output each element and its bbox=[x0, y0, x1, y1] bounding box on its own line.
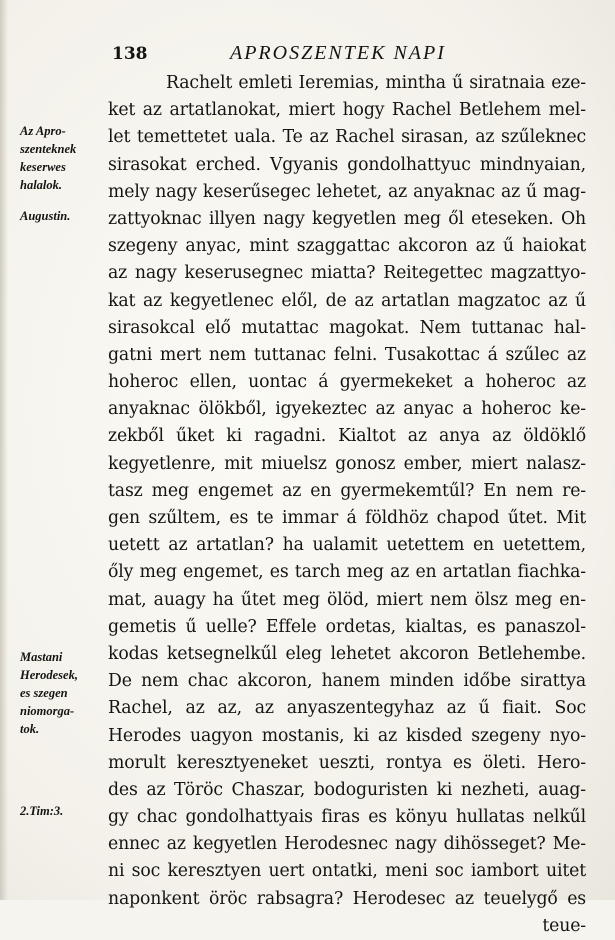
text-line: sirasokat erched. Vgyanis gondolhattyuc mindnyaian, bbox=[108, 154, 586, 175]
text-line: gemetis ű uelle? Effele ordetas, kialtas, es panaszol- bbox=[108, 616, 586, 637]
margin-note-line: Az Apro- bbox=[20, 124, 66, 138]
running-head bbox=[112, 38, 582, 68]
margin-note-mastani-herodesek bbox=[20, 648, 110, 738]
text-line: őly meg engemet, es tarch meg az en artatlan fiachka- bbox=[108, 562, 586, 583]
text-line: kodas ketsegnelkűl eleg lehetet akcoron Betlehembe. bbox=[108, 643, 586, 664]
text-line: mely nagy keserűsegec lehetet, az anyaknac az ű mag- bbox=[108, 181, 586, 202]
text-line: ni soc keresztyen uert ontatki, meni soc iambort uitet bbox=[108, 861, 586, 882]
margin-note-line: Mastani bbox=[20, 650, 63, 664]
text-line: gy chac gondolhattyais firas es könyu hullatas nelkűl bbox=[108, 807, 586, 828]
text-line: let temettetet uala. Te az Rachel sirasan, az szűleknec bbox=[108, 127, 586, 148]
text-line: mat, auagy ha űtet meg ölöd, miert nem ölsz meg en- bbox=[108, 589, 586, 610]
margin-note-line: Augustin. bbox=[20, 209, 71, 223]
text-line: zekből űket ki ragadni. Kialtot az anya az öldöklő bbox=[108, 426, 586, 447]
text-line: tasz meg engemet az en gyermekemtűl? En nem re- bbox=[108, 480, 586, 501]
text-line: ennec az kegyetlen Herodesnec nagy dihösseget? Me- bbox=[108, 834, 586, 855]
text-line: Rachelt emleti Ieremias, mintha ű siratnaia eze- bbox=[166, 73, 586, 93]
text-line: naponkent öröc rabsagra? Herodesec az teuelygő es bbox=[108, 888, 586, 909]
text-line: morult keresztyeneket ueszti, rontya es öleti. Hero- bbox=[108, 752, 586, 773]
text-line: Rachel, az az, az anyaszentegyhaz az ű fiait. Soc bbox=[108, 698, 586, 719]
text-line: kat az kegyetlenec elől, de az artatlan magzatoc az ű bbox=[108, 290, 586, 311]
text-line: ket az artatlanokat, miert hogy Rachel Betlehem mel- bbox=[108, 100, 586, 121]
text-line: gatni mert nem tuttanac felni. Tusakottac á szűlec az bbox=[108, 344, 586, 365]
spine-shadow bbox=[0, 0, 8, 900]
margin-note-line: Herodesek, bbox=[20, 668, 78, 682]
text-line: De nem chac akcoron, hanem minden időbe sirattya bbox=[108, 671, 586, 692]
margin-note-tim bbox=[20, 802, 110, 820]
text-line: uetett az artatlan? ha ualamit uetettem en uetettem, bbox=[108, 535, 586, 556]
margin-note-line: szenteknek bbox=[20, 142, 77, 156]
text-line: anyaknac ölökből, igyekeztec az anyac a hoheroc ke- bbox=[108, 399, 586, 420]
text-line: kegyetlenre, mit miuelsz gonosz ember, miert nalasz- bbox=[108, 453, 586, 474]
running-title: APROSZENTEK NAPI bbox=[230, 42, 446, 64]
margin-note-line: tok. bbox=[20, 722, 40, 736]
body-text bbox=[108, 70, 586, 940]
margin-note-augustin bbox=[20, 207, 110, 225]
text-line: szegeny anyac, mint szaggattac akcoron az ű haiokat bbox=[108, 236, 586, 257]
margin-note-line: niomorga- bbox=[20, 704, 75, 718]
text-line: Herodes uagyon mostanis, ki az kisded szegeny nyo- bbox=[108, 725, 586, 746]
text-line: gen szűltem, es te immar á földhöz chapod űtet. Mit bbox=[108, 508, 586, 528]
margin-note-apro-szentek bbox=[20, 122, 110, 194]
text-line: az nagy keserusegnec miatta? Reitegettec magzattyo- bbox=[108, 263, 586, 284]
margin-note-line: keserwes bbox=[20, 160, 66, 174]
text-line: zattyoknac illyen nagy kegyetlen meg ől eteseken. Oh bbox=[108, 208, 586, 229]
margin-note-line: halalok. bbox=[20, 178, 63, 192]
margin-note-line: es szegen bbox=[20, 686, 68, 700]
catchword: teue- bbox=[542, 915, 586, 936]
margin-note-line: 2.Tim:3. bbox=[20, 804, 64, 818]
text-line: des az Töröc Chaszar, bodoguristen ki nezheti, auag- bbox=[108, 779, 586, 800]
page-number: 138 bbox=[112, 44, 148, 64]
text-line: hoheroc ellen, uontac á gyermekeket a hoheroc az bbox=[108, 372, 586, 393]
text-line: sirasokcal elő mutattac magokat. Nem tuttanac hal- bbox=[108, 317, 586, 338]
